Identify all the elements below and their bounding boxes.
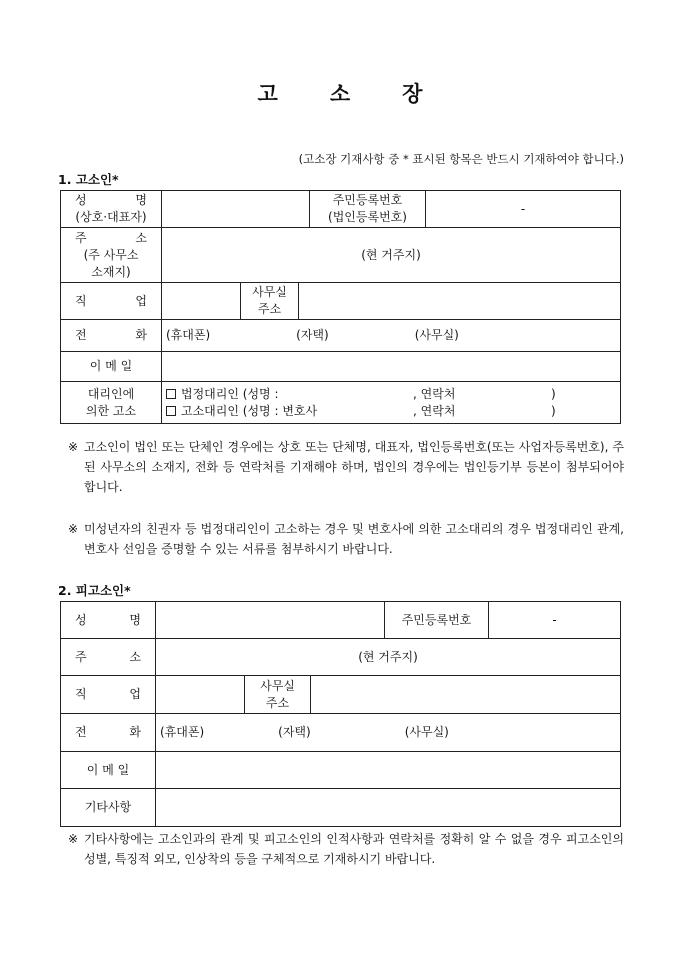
phone-mobile-label: (휴대폰) [160,725,205,739]
document-title [0,78,680,108]
lawyer-agent-checkbox[interactable] [166,406,176,416]
accused-job-field[interactable] [156,676,245,714]
accused-name-label: 성 명 [61,602,156,639]
accused-phone-label: 전 화 [61,714,156,752]
phone-home-label: (자택) [296,328,329,342]
note-legal-agent: ※ 미성년자의 친권자 등 법정대리인이 고소하는 경우 및 변호사에 의한 고소대리의 경우 법정대리인 관계, 변호사 선임을 증명할 수 있는 서류를 첨부하시기 바랍니다. [68,519,624,559]
complainant-table [60,190,621,424]
agent-label: 대리인에 의한 고소 [61,382,162,424]
complainant-name-field[interactable] [162,191,310,228]
accused-rrn-label: 주민등록번호 [385,602,489,639]
accused-etc-label: 기타사항 [61,789,156,827]
phone-mobile-label: (휴대폰) [166,328,211,342]
complainant-email-field[interactable] [162,352,621,382]
complainant-office-address-label: 사무실 주소 [241,283,299,320]
phone-office-label: (사무실) [404,725,449,739]
reference-mark: ※ [68,832,79,846]
legal-agent-checkbox[interactable] [166,389,176,399]
complainant-office-address-field[interactable] [299,283,621,320]
phone-home-label: (자택) [278,725,311,739]
complainant-address-field[interactable]: (현 거주지) [162,228,621,283]
lawyer-agent-option[interactable]: 고소대리인 (성명 : 변호사 , 연락처 ) [166,403,616,420]
complainant-phone-label: 전 화 [61,320,162,352]
accused-office-address-label: 사무실 주소 [245,676,311,714]
accused-email-label: 이 메 일 [61,752,156,789]
accused-rrn-field[interactable]: - [489,602,621,639]
complainant-rrn-label: 주민등록번호 (법인등록번호) [310,191,426,228]
accused-email-field[interactable] [156,752,621,789]
section-accused-heading: 2. 피고소인* [58,583,131,598]
note-accused-etc: ※ 기타사항에는 고소인과의 관계 및 피고소인의 인적사항과 연락처를 정확히 알 수 없을 경우 피고소인의 성별, 특징적 외모, 인상착의 등을 구체적으로 기재하시기 바랍니다. [68,829,624,869]
title-char-2: 소 [329,81,351,106]
accused-name-field[interactable] [156,602,385,639]
title-char-1: 고 [257,81,278,106]
legal-agent-option[interactable]: 법정대리인 (성명 : , 연락처 ) [166,386,616,403]
accused-office-address-field[interactable] [311,676,621,714]
accused-address-field[interactable]: (현 거주지) [156,639,621,676]
accused-table [60,601,621,827]
reference-mark: ※ [68,440,79,454]
complainant-email-label: 이 메 일 [61,352,162,382]
section-complainant-heading: 1. 고소인* [58,172,119,187]
phone-office-label: (사무실) [414,328,459,342]
accused-etc-field[interactable] [156,789,621,827]
complainant-job-field[interactable] [162,283,241,320]
complainant-rrn-field[interactable]: - [426,191,621,228]
title-char-3: 장 [402,81,423,106]
accused-address-label: 주 소 [61,639,156,676]
complainant-name-label: 성 명 (상호·대표자) [61,191,162,228]
accused-job-label: 직 업 [61,676,156,714]
complainant-job-label: 직 업 [61,283,162,320]
required-fields-notice: (고소장 기재사항 중 * 표시된 항목은 반드시 기재하여야 합니다.) [298,152,624,166]
note-corporate: ※ 고소인이 법인 또는 단체인 경우에는 상호 또는 단체명, 대표자, 법인등록번호(또는 사업자등록번호), 주된 사무소의 소재지, 전화 등 연락처를 기재해야 하며, 법인의 경우에는 법인등기부 등본이 첨부되어야 합니다. [68,437,624,497]
agent-options [162,382,621,424]
complainant-address-label: 주 소 (주 사무소 소재지) [61,228,162,283]
reference-mark: ※ [68,522,79,536]
complainant-phone-field[interactable] [162,320,621,352]
accused-phone-field[interactable] [156,714,621,752]
